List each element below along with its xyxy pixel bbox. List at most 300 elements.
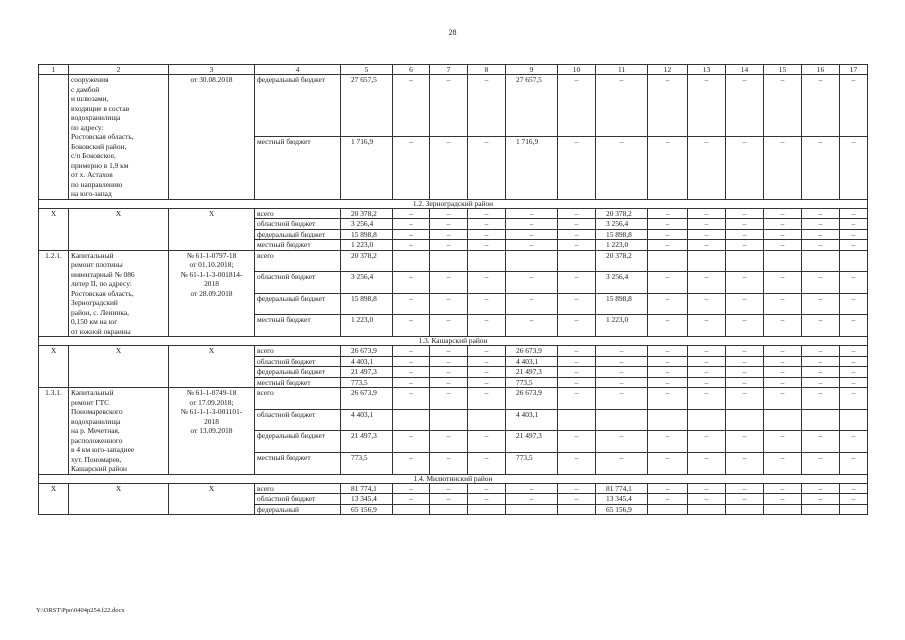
amount-cell: –: [688, 388, 726, 410]
row-number: [39, 75, 69, 200]
amount-cell: 20 378,2: [596, 250, 648, 272]
amount-cell: –: [558, 240, 596, 251]
amount-cell: –: [506, 219, 558, 230]
amount-cell: –: [764, 346, 802, 357]
amount-cell: [764, 409, 802, 431]
amount-cell: –: [558, 494, 596, 505]
amount-cell: –: [688, 367, 726, 378]
column-number: 15: [764, 65, 802, 75]
amount-cell: [468, 409, 506, 431]
amount-cell: –: [393, 494, 430, 505]
funding-source: областной бюджет: [255, 494, 341, 505]
amount-cell: –: [802, 483, 840, 494]
amount-cell: –: [393, 356, 430, 367]
amount-cell: –: [802, 367, 840, 378]
document-reference: от 30.08.2018: [169, 75, 255, 200]
amount-cell: –: [430, 356, 468, 367]
table-row: [39, 483, 868, 494]
amount-cell: –: [558, 388, 596, 410]
amount-cell: 1 223,0: [596, 315, 648, 337]
amount-cell: –: [726, 388, 764, 410]
amount-cell: –: [764, 272, 802, 294]
amount-cell: –: [840, 346, 868, 357]
amount-cell: 26 673,9: [506, 388, 558, 410]
amount-cell: [393, 250, 430, 272]
amount-cell: –: [764, 240, 802, 251]
amount-cell: –: [468, 229, 506, 240]
amount-cell: [506, 504, 558, 515]
amount-cell: –: [840, 137, 868, 199]
amount-cell: –: [688, 219, 726, 230]
amount-cell: 65 156,9: [341, 504, 393, 515]
object-name: Капитальный ремонт плотины инвентарный № 086 литер II, по адресу: Ростовская область, Зерноградский район, с. Ленинка, 0,150 км на юг от южной окраины: [69, 250, 169, 337]
column-number: 5: [341, 65, 393, 75]
amount-cell: 3 256,4: [341, 219, 393, 230]
amount-cell: 773,5: [506, 377, 558, 388]
amount-cell: –: [393, 137, 430, 199]
amount-cell: [726, 504, 764, 515]
amount-cell: –: [764, 388, 802, 410]
amount-cell: –: [726, 377, 764, 388]
document-reference: X: [169, 483, 255, 515]
object-name: X: [69, 208, 169, 250]
amount-cell: –: [726, 452, 764, 474]
amount-cell: –: [430, 315, 468, 337]
funding-source: всего: [255, 208, 341, 219]
amount-cell: –: [648, 315, 688, 337]
budget-table: [38, 64, 868, 515]
amount-cell: –: [468, 388, 506, 410]
amount-cell: –: [802, 346, 840, 357]
file-path-footer: Y:\ORST\Ppo\0404p254.f22.docx: [36, 607, 125, 614]
amount-cell: –: [840, 431, 868, 453]
amount-cell: –: [688, 452, 726, 474]
amount-cell: –: [558, 431, 596, 453]
amount-cell: –: [596, 137, 648, 199]
column-number: 13: [688, 65, 726, 75]
amount-cell: 20 378,2: [341, 250, 393, 272]
amount-cell: –: [726, 494, 764, 505]
column-number: 7: [430, 65, 468, 75]
amount-cell: 13 345,4: [341, 494, 393, 505]
amount-cell: –: [558, 272, 596, 294]
amount-cell: –: [430, 377, 468, 388]
amount-cell: –: [688, 293, 726, 315]
amount-cell: –: [468, 367, 506, 378]
funding-source: местный бюджет: [255, 452, 341, 474]
amount-cell: –: [688, 377, 726, 388]
amount-cell: 1 716,9: [506, 137, 558, 199]
amount-cell: –: [648, 240, 688, 251]
amount-cell: –: [468, 494, 506, 505]
amount-cell: –: [596, 431, 648, 453]
amount-cell: –: [688, 75, 726, 137]
amount-cell: [393, 409, 430, 431]
amount-cell: –: [506, 272, 558, 294]
column-number-row: [39, 65, 868, 75]
amount-cell: 3 256,4: [341, 272, 393, 294]
amount-cell: –: [468, 452, 506, 474]
amount-cell: 26 673,9: [506, 346, 558, 357]
amount-cell: –: [468, 315, 506, 337]
amount-cell: –: [393, 219, 430, 230]
column-number: 12: [648, 65, 688, 75]
amount-cell: –: [430, 229, 468, 240]
row-number: 1.2.1.: [39, 250, 69, 337]
amount-cell: –: [802, 431, 840, 453]
section-row: [39, 474, 868, 483]
amount-cell: 27 657,5: [341, 75, 393, 137]
amount-cell: –: [648, 367, 688, 378]
amount-cell: –: [840, 229, 868, 240]
amount-cell: [726, 250, 764, 272]
funding-source: областной бюджет: [255, 219, 341, 230]
funding-source: федеральный бюджет: [255, 75, 341, 137]
amount-cell: –: [764, 431, 802, 453]
amount-cell: [688, 504, 726, 515]
amount-cell: 4 403,1: [506, 356, 558, 367]
amount-cell: –: [648, 483, 688, 494]
amount-cell: –: [430, 208, 468, 219]
amount-cell: –: [840, 293, 868, 315]
amount-cell: [840, 250, 868, 272]
amount-cell: –: [468, 356, 506, 367]
column-number: 17: [840, 65, 868, 75]
amount-cell: –: [840, 483, 868, 494]
amount-cell: –: [764, 377, 802, 388]
amount-cell: –: [558, 367, 596, 378]
amount-cell: 21 497,3: [341, 367, 393, 378]
amount-cell: 20 378,2: [596, 208, 648, 219]
amount-cell: [840, 504, 868, 515]
amount-cell: –: [840, 75, 868, 137]
amount-cell: –: [764, 137, 802, 199]
amount-cell: –: [506, 494, 558, 505]
amount-cell: –: [802, 293, 840, 315]
amount-cell: –: [596, 452, 648, 474]
amount-cell: –: [468, 293, 506, 315]
column-number: 8: [468, 65, 506, 75]
amount-cell: [596, 409, 648, 431]
column-number: 1: [39, 65, 69, 75]
amount-cell: –: [840, 367, 868, 378]
table-row: [39, 388, 868, 410]
document-reference: № 61-1-0749-18 от 17.09.2018; № 61-1-1-3-001101- 2018 от 13.09.2018: [169, 388, 255, 475]
amount-cell: –: [393, 272, 430, 294]
amount-cell: 1 716,9: [341, 137, 393, 199]
column-number: 14: [726, 65, 764, 75]
amount-cell: –: [688, 240, 726, 251]
amount-cell: 21 497,3: [506, 367, 558, 378]
amount-cell: –: [802, 388, 840, 410]
document-reference: X: [169, 346, 255, 388]
amount-cell: –: [430, 219, 468, 230]
amount-cell: –: [764, 315, 802, 337]
amount-cell: 3 256,4: [596, 219, 648, 230]
amount-cell: [648, 409, 688, 431]
amount-cell: [468, 250, 506, 272]
amount-cell: –: [430, 483, 468, 494]
amount-cell: –: [648, 219, 688, 230]
amount-cell: –: [840, 219, 868, 230]
amount-cell: [648, 504, 688, 515]
amount-cell: –: [648, 452, 688, 474]
amount-cell: –: [802, 356, 840, 367]
funding-source: областной бюджет: [255, 272, 341, 294]
amount-cell: –: [506, 229, 558, 240]
amount-cell: –: [393, 483, 430, 494]
amount-cell: –: [596, 346, 648, 357]
funding-source: областной бюджет: [255, 409, 341, 431]
amount-cell: –: [430, 272, 468, 294]
amount-cell: –: [802, 494, 840, 505]
amount-cell: –: [726, 367, 764, 378]
table-row: [39, 346, 868, 357]
amount-cell: [802, 504, 840, 515]
amount-cell: –: [430, 240, 468, 251]
amount-cell: 15 898,8: [341, 229, 393, 240]
amount-cell: –: [840, 272, 868, 294]
amount-cell: 1 223,0: [341, 240, 393, 251]
amount-cell: –: [726, 356, 764, 367]
amount-cell: –: [393, 315, 430, 337]
amount-cell: –: [393, 229, 430, 240]
amount-cell: –: [558, 293, 596, 315]
amount-cell: –: [802, 208, 840, 219]
amount-cell: –: [726, 75, 764, 137]
amount-cell: 4 403,1: [341, 356, 393, 367]
object-name: X: [69, 346, 169, 388]
amount-cell: –: [726, 229, 764, 240]
amount-cell: –: [558, 452, 596, 474]
amount-cell: [506, 250, 558, 272]
amount-cell: 81 774,1: [596, 483, 648, 494]
amount-cell: –: [648, 388, 688, 410]
amount-cell: 1 223,0: [596, 240, 648, 251]
amount-cell: –: [558, 346, 596, 357]
funding-source: федеральный бюджет: [255, 367, 341, 378]
amount-cell: [688, 250, 726, 272]
object-name: X: [69, 483, 169, 515]
amount-cell: –: [688, 137, 726, 199]
amount-cell: –: [430, 452, 468, 474]
amount-cell: [764, 504, 802, 515]
amount-cell: –: [430, 137, 468, 199]
amount-cell: –: [558, 208, 596, 219]
amount-cell: –: [393, 75, 430, 137]
row-number: 1.3.1.: [39, 388, 69, 475]
amount-cell: –: [764, 494, 802, 505]
amount-cell: –: [393, 431, 430, 453]
amount-cell: [558, 504, 596, 515]
amount-cell: –: [688, 272, 726, 294]
amount-cell: –: [558, 219, 596, 230]
amount-cell: –: [648, 346, 688, 357]
amount-cell: 20 378,2: [341, 208, 393, 219]
amount-cell: –: [558, 315, 596, 337]
table-row: [39, 208, 868, 219]
amount-cell: –: [840, 356, 868, 367]
amount-cell: –: [764, 452, 802, 474]
funding-source: федеральный бюджет: [255, 431, 341, 453]
amount-cell: –: [764, 208, 802, 219]
amount-cell: –: [648, 377, 688, 388]
amount-cell: –: [596, 367, 648, 378]
amount-cell: –: [726, 431, 764, 453]
amount-cell: –: [393, 377, 430, 388]
amount-cell: –: [726, 137, 764, 199]
table-body: [39, 65, 868, 515]
column-number: 16: [802, 65, 840, 75]
amount-cell: –: [430, 388, 468, 410]
amount-cell: –: [430, 431, 468, 453]
amount-cell: –: [726, 272, 764, 294]
amount-cell: 15 898,8: [596, 293, 648, 315]
amount-cell: –: [802, 452, 840, 474]
amount-cell: –: [764, 367, 802, 378]
amount-cell: –: [802, 137, 840, 199]
amount-cell: –: [802, 315, 840, 337]
amount-cell: –: [558, 483, 596, 494]
amount-cell: –: [393, 388, 430, 410]
amount-cell: [802, 250, 840, 272]
amount-cell: –: [558, 356, 596, 367]
amount-cell: –: [726, 483, 764, 494]
column-number: 6: [393, 65, 430, 75]
funding-source: местный бюджет: [255, 377, 341, 388]
amount-cell: –: [802, 377, 840, 388]
amount-cell: –: [688, 346, 726, 357]
amount-cell: 773,5: [506, 452, 558, 474]
amount-cell: –: [393, 367, 430, 378]
amount-cell: –: [393, 240, 430, 251]
amount-cell: –: [802, 229, 840, 240]
amount-cell: –: [468, 75, 506, 137]
amount-cell: –: [840, 388, 868, 410]
amount-cell: –: [468, 208, 506, 219]
amount-cell: 3 256,4: [596, 272, 648, 294]
amount-cell: –: [430, 367, 468, 378]
amount-cell: –: [648, 229, 688, 240]
amount-cell: –: [726, 240, 764, 251]
amount-cell: –: [802, 75, 840, 137]
funding-source: федеральный бюджет: [255, 229, 341, 240]
section-row: [39, 199, 868, 208]
amount-cell: 26 673,9: [341, 388, 393, 410]
table-row: [39, 75, 868, 137]
amount-cell: –: [688, 494, 726, 505]
amount-cell: –: [506, 293, 558, 315]
funding-source: федеральный: [255, 504, 341, 515]
funding-source: всего: [255, 388, 341, 410]
amount-cell: 773,5: [341, 377, 393, 388]
document-reference: № 61-1-0797-18 от 01.10.2018; № 61-1-1-3-001814- 2018 от 28.09.2018: [169, 250, 255, 337]
amount-cell: –: [688, 356, 726, 367]
amount-cell: –: [648, 293, 688, 315]
amount-cell: –: [726, 208, 764, 219]
section-title: 1.4. Милютинский район: [39, 474, 868, 483]
amount-cell: 21 497,3: [506, 431, 558, 453]
amount-cell: –: [840, 494, 868, 505]
amount-cell: –: [802, 240, 840, 251]
amount-cell: 81 774,1: [341, 483, 393, 494]
amount-cell: –: [468, 377, 506, 388]
amount-cell: –: [506, 208, 558, 219]
amount-cell: –: [393, 293, 430, 315]
amount-cell: –: [726, 346, 764, 357]
amount-cell: –: [648, 75, 688, 137]
object-name: Капитальный ремонт ГТС Пономаревского водохранилища на р. Мечетная, расположенного в 4 км юго-западнее хут. Пономарев, Кашарский район: [69, 388, 169, 475]
amount-cell: –: [468, 346, 506, 357]
amount-cell: [430, 409, 468, 431]
funding-source: областной бюджет: [255, 356, 341, 367]
amount-cell: –: [840, 240, 868, 251]
amount-cell: –: [596, 356, 648, 367]
funding-source: всего: [255, 483, 341, 494]
amount-cell: –: [688, 431, 726, 453]
amount-cell: [430, 504, 468, 515]
column-number: 10: [558, 65, 596, 75]
object-name: сооружения с дамбой и шлюзами, входящие в состав водохранилища по адресу: Ростовская область, Боковский район, с/п Боковское, примерно в 1,9 км от х. Астахов по направлению на юго-запад: [69, 75, 169, 200]
amount-cell: –: [468, 272, 506, 294]
amount-cell: [726, 409, 764, 431]
amount-cell: –: [688, 208, 726, 219]
amount-cell: –: [688, 315, 726, 337]
amount-cell: –: [648, 431, 688, 453]
amount-cell: [648, 250, 688, 272]
table-row: [39, 250, 868, 272]
row-number: X: [39, 483, 69, 515]
amount-cell: –: [393, 208, 430, 219]
amount-cell: [764, 250, 802, 272]
funding-source: всего: [255, 250, 341, 272]
amount-cell: –: [802, 272, 840, 294]
amount-cell: –: [558, 137, 596, 199]
funding-source: местный бюджет: [255, 315, 341, 337]
amount-cell: –: [506, 315, 558, 337]
amount-cell: –: [430, 75, 468, 137]
amount-cell: 27 657,5: [506, 75, 558, 137]
amount-cell: 15 898,8: [596, 229, 648, 240]
amount-cell: –: [393, 452, 430, 474]
amount-cell: 1 223,0: [341, 315, 393, 337]
column-number: 3: [169, 65, 255, 75]
column-number: 11: [596, 65, 648, 75]
amount-cell: –: [506, 240, 558, 251]
funding-source: федеральный бюджет: [255, 293, 341, 315]
amount-cell: –: [430, 346, 468, 357]
amount-cell: [558, 250, 596, 272]
amount-cell: 21 497,3: [341, 431, 393, 453]
amount-cell: –: [393, 346, 430, 357]
amount-cell: [840, 409, 868, 431]
section-title: 1.2. Зерноградский район: [39, 199, 868, 208]
amount-cell: –: [468, 483, 506, 494]
amount-cell: –: [726, 293, 764, 315]
amount-cell: –: [840, 377, 868, 388]
amount-cell: –: [558, 229, 596, 240]
amount-cell: –: [648, 494, 688, 505]
amount-cell: –: [840, 452, 868, 474]
amount-cell: –: [506, 483, 558, 494]
amount-cell: –: [596, 75, 648, 137]
amount-cell: –: [558, 377, 596, 388]
amount-cell: –: [840, 208, 868, 219]
amount-cell: [688, 409, 726, 431]
document-reference: X: [169, 208, 255, 250]
amount-cell: –: [430, 293, 468, 315]
amount-cell: 4 403,1: [341, 409, 393, 431]
